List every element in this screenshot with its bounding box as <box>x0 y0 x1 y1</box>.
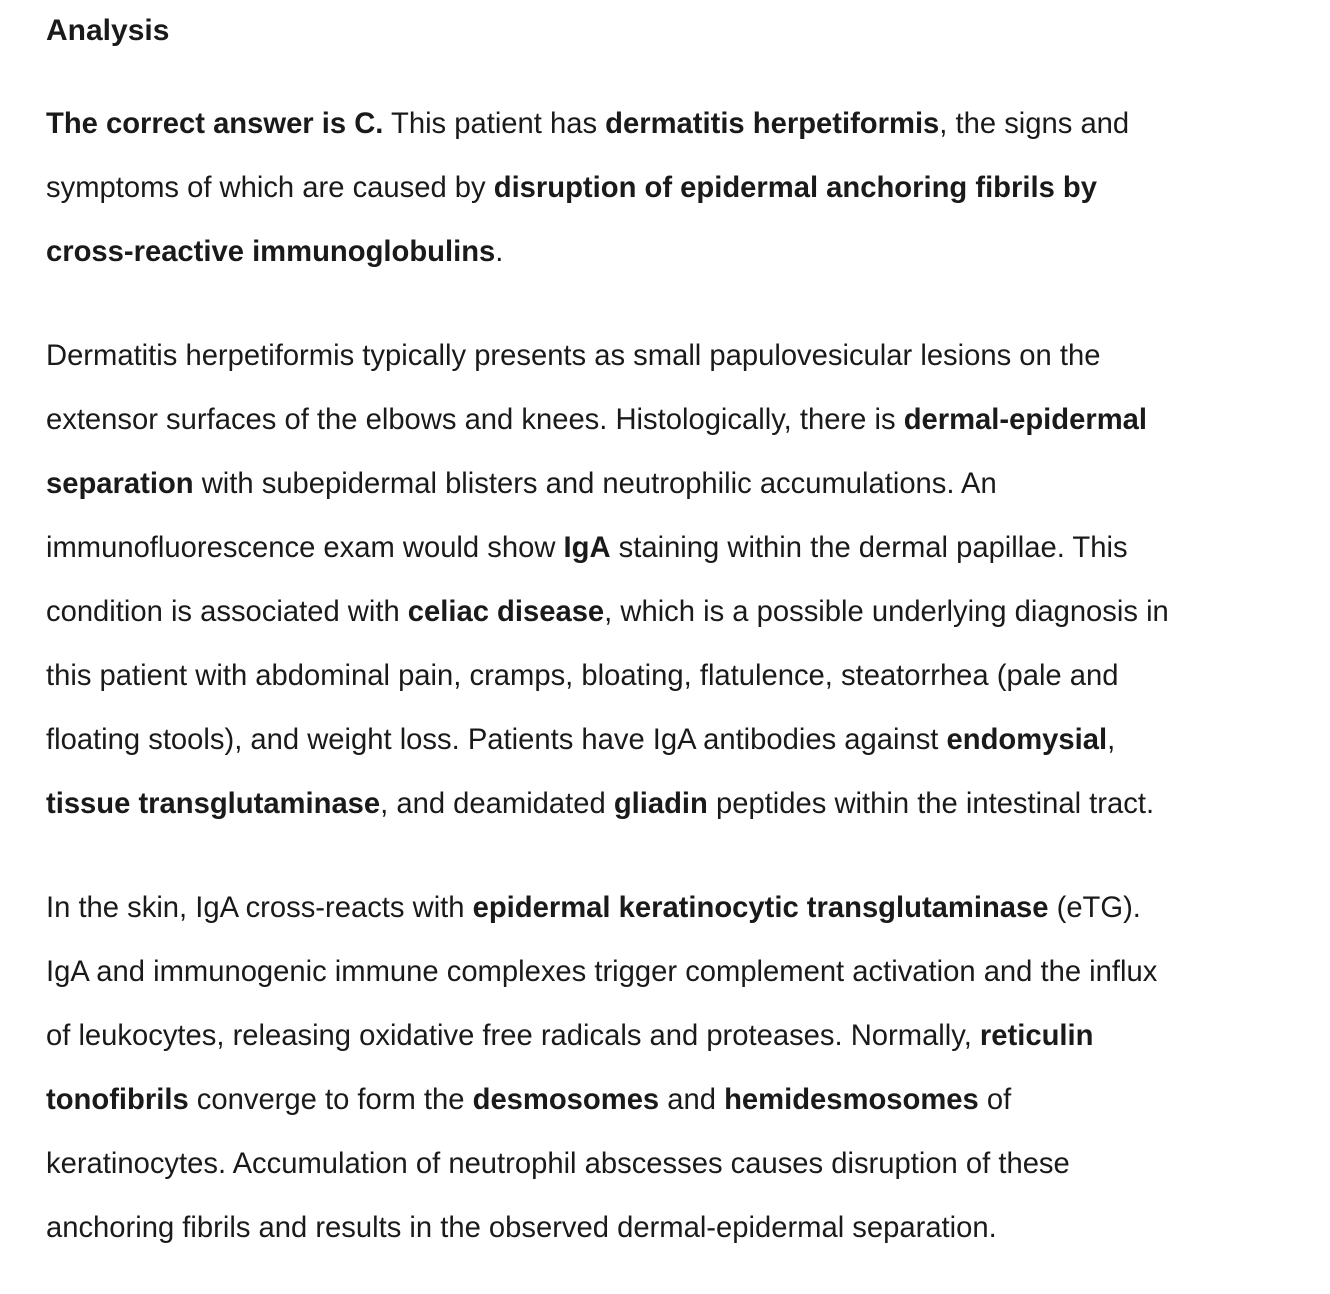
bold-term: desmosomes <box>472 1084 660 1116</box>
text-line <box>46 156 1290 220</box>
bold-term: dermal-epidermal <box>903 404 1148 436</box>
text-segment: , the signs and <box>939 108 1130 140</box>
text-line <box>46 708 1290 772</box>
bold-term: The correct answer is C. <box>46 108 384 140</box>
text-line <box>46 516 1290 580</box>
text-line <box>46 1004 1290 1068</box>
bold-term: tissue transglutaminase <box>46 788 381 820</box>
text-line <box>46 452 1290 516</box>
text-segment: In the skin, IgA cross-reacts with <box>46 892 473 924</box>
text-segment: (eTG). <box>1048 892 1141 924</box>
text-segment: floating stools), and weight loss. Patients have IgA antibodies against <box>46 724 947 756</box>
bold-term: celiac disease <box>407 596 605 628</box>
bold-term: epidermal keratinocytic transglutaminase <box>472 892 1049 924</box>
text-segment: anchoring fibrils and results in the observed dermal-epidermal separation. <box>46 1212 997 1244</box>
text-segment: , which is a possible underlying diagnosis in <box>604 596 1169 628</box>
text-segment: This patient has <box>383 108 606 140</box>
bold-term: disruption of epidermal anchoring fibrils by <box>493 172 1097 204</box>
bold-term: IgA <box>563 532 611 564</box>
text-segment: . <box>495 236 504 268</box>
text-line <box>46 1196 1290 1260</box>
bold-term: gliadin <box>613 788 708 820</box>
text-line <box>46 92 1290 156</box>
text-segment: this patient with abdominal pain, cramps, bloating, flatulence, steatorrhea (pale and <box>46 660 1119 692</box>
text-segment: , and deamidated <box>380 788 614 820</box>
text-line <box>46 580 1290 644</box>
page-title: Analysis <box>46 14 170 47</box>
bold-term: separation <box>46 468 194 500</box>
text-segment: extensor surfaces of the elbows and knees. Histologically, there is <box>46 404 904 436</box>
bold-term: hemidesmosomes <box>724 1084 979 1116</box>
text-line <box>46 644 1290 708</box>
text-line <box>46 388 1290 452</box>
text-segment: and <box>659 1084 725 1116</box>
text-line <box>46 324 1290 388</box>
text-segment: peptides within the intestinal tract. <box>707 788 1155 820</box>
pathophysiology-paragraph <box>46 876 1290 1260</box>
text-segment: immunofluorescence exam would show <box>46 532 564 564</box>
bold-term: endomysial <box>946 724 1108 756</box>
histology-paragraph <box>46 324 1290 836</box>
bold-term: cross-reactive immunoglobulins <box>46 236 496 268</box>
text-segment: Dermatitis herpetiformis typically presents as small papulovesicular lesions on the <box>46 340 1101 372</box>
text-segment: staining within the dermal papillae. This <box>610 532 1128 564</box>
text-line <box>46 940 1290 1004</box>
bold-term: dermatitis herpetiformis <box>605 108 940 140</box>
text-segment: IgA and immunogenic immune complexes trigger complement activation and the influx <box>46 956 1158 988</box>
text-segment: , <box>1107 724 1116 756</box>
text-segment: keratinocytes. Accumulation of neutrophil abscesses causes disruption of these <box>46 1148 1070 1180</box>
analysis-body <box>46 92 1290 1260</box>
bold-term: reticulin <box>979 1020 1094 1052</box>
text-line <box>46 876 1290 940</box>
text-segment: of <box>978 1084 1012 1116</box>
bold-term: tonofibrils <box>46 1084 189 1116</box>
text-line <box>46 772 1290 836</box>
text-segment: of leukocytes, releasing oxidative free radicals and proteases. Normally, <box>46 1020 980 1052</box>
text-segment: with subepidermal blisters and neutrophilic accumulations. An <box>193 468 997 500</box>
text-segment: converge to form the <box>188 1084 473 1116</box>
text-segment: condition is associated with <box>46 596 408 628</box>
text-line <box>46 1068 1290 1132</box>
answer-paragraph <box>46 92 1290 284</box>
text-line <box>46 220 1290 284</box>
text-line <box>46 1132 1290 1196</box>
text-segment: symptoms of which are caused by <box>46 172 494 204</box>
